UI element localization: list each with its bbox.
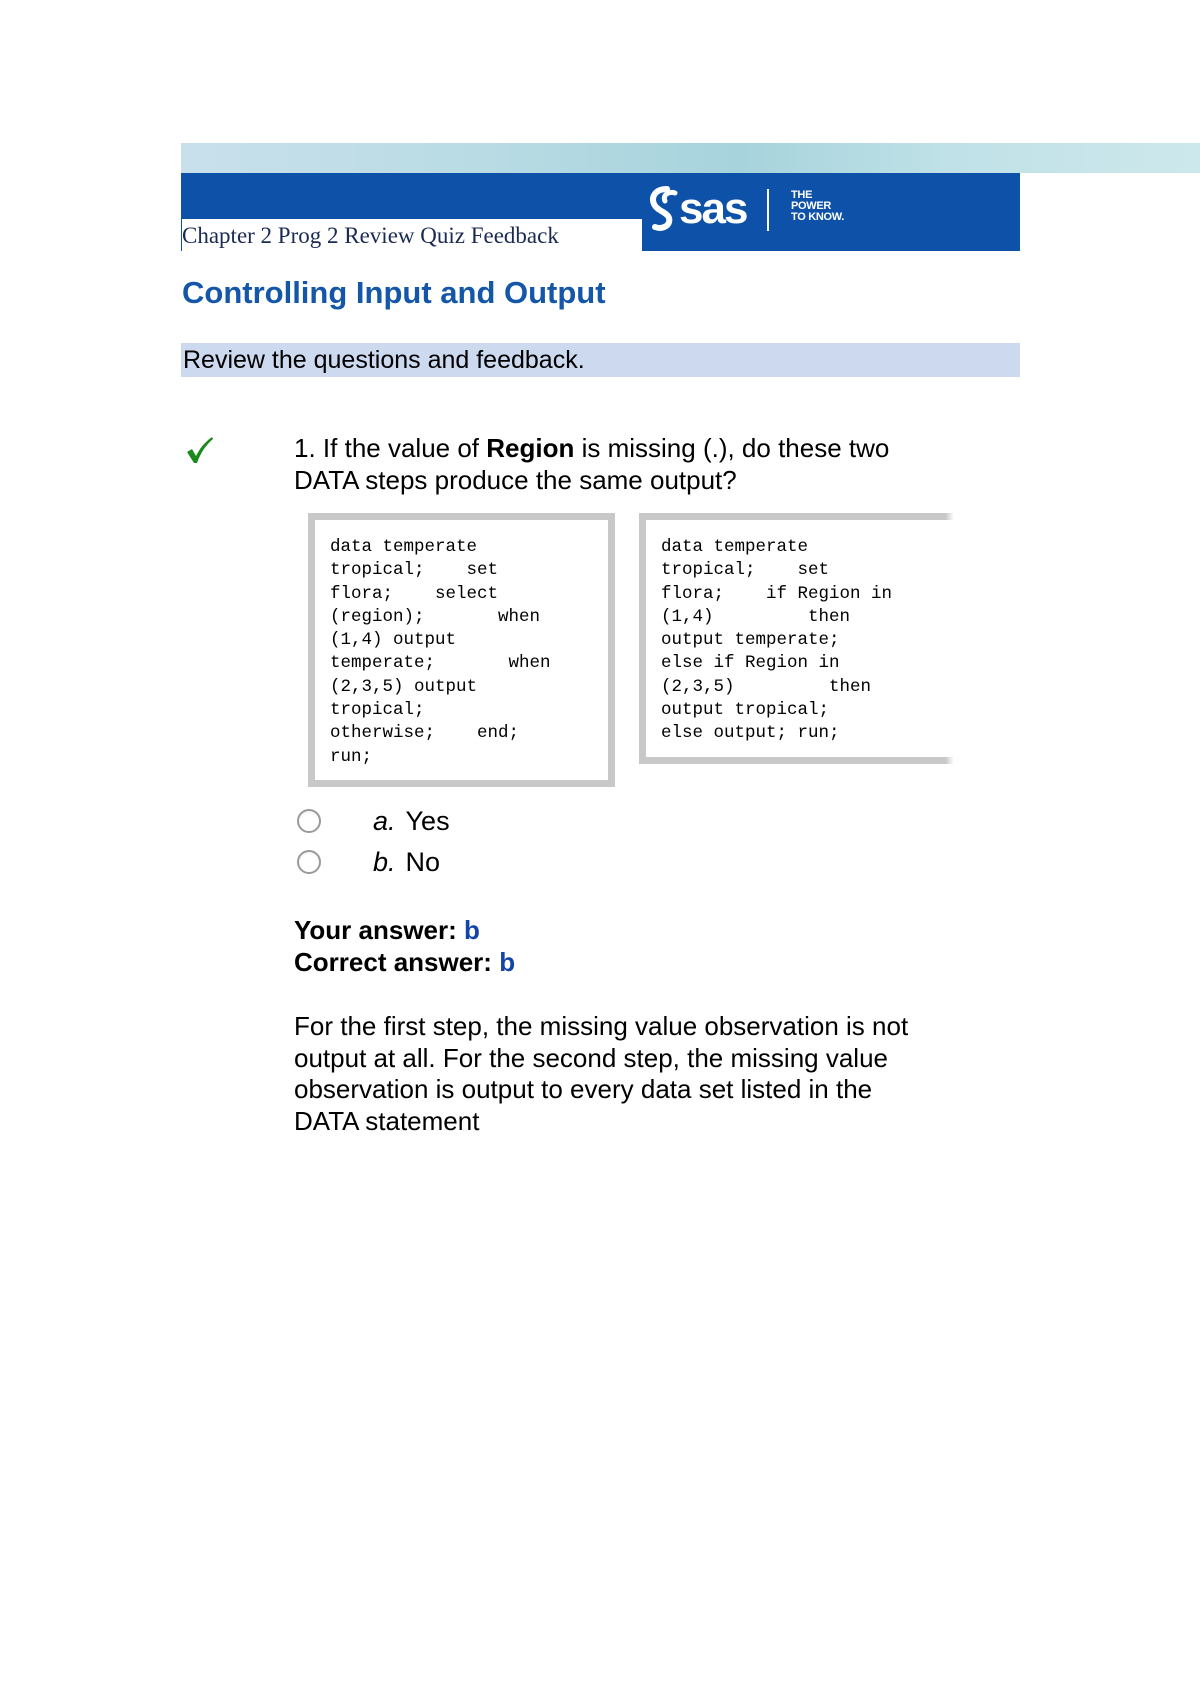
radio-button-b[interactable] xyxy=(297,850,321,874)
page-title: Controlling Input and Output xyxy=(182,275,606,310)
code-block-edge-top xyxy=(940,513,954,520)
your-answer-value: b xyxy=(464,915,480,945)
code-block-edge-bottom xyxy=(940,757,954,764)
code-block-select: data temperate tropical; set flora; select (region); when (1,4) output temperate; when (2,3,5) output tropical; otherwise; end; run; xyxy=(308,513,615,787)
your-answer-label: Your answer: xyxy=(294,915,457,945)
code-block-edge xyxy=(940,513,954,764)
option-letter: b. xyxy=(373,846,396,877)
logo-tagline-line: THE xyxy=(791,189,813,201)
option-letter: a. xyxy=(373,805,396,836)
option-label: No xyxy=(405,846,441,877)
logo-tagline xyxy=(791,190,844,223)
sas-logo xyxy=(645,183,885,238)
answer-option-b[interactable] xyxy=(297,845,440,879)
feedback-text: For the first step, the missing value observation is not output at all. For the second step, the missing value observation is output to every data set listed in the DATA statement xyxy=(294,1011,909,1136)
answer-summary xyxy=(294,914,515,978)
header-title: Chapter 2 Prog 2 Review Quiz Feedback xyxy=(182,219,642,253)
correct-answer-label: Correct answer: xyxy=(294,947,492,977)
question-text xyxy=(294,432,914,496)
code-block-if-then: data temperate tropical; set flora; if Region in (1,4) then output temperate; else if Region in (2,3,5) then output tropical; else output; run; xyxy=(639,513,953,764)
option-label: Yes xyxy=(405,805,450,836)
question-emphasis: Region xyxy=(486,433,575,463)
logo-tagline-line: TO KNOW. xyxy=(791,211,845,223)
logo-divider xyxy=(767,189,769,231)
correct-answer-value: b xyxy=(499,947,516,977)
your-answer xyxy=(294,914,515,946)
sas-logo-icon xyxy=(645,183,775,238)
logo-tagline-line: POWER xyxy=(791,200,832,212)
question-text-after: is missing (.), do these two DATA steps produce the same output? xyxy=(294,433,890,495)
question-number: 1. xyxy=(294,433,316,463)
checkmark-icon xyxy=(184,436,214,466)
svg-text:sas: sas xyxy=(679,184,747,233)
radio-button-a[interactable] xyxy=(297,809,321,833)
correct-answer xyxy=(294,946,515,978)
header-gradient-strip xyxy=(181,143,1200,173)
question-text-before: If the value of xyxy=(322,433,487,463)
instruction-text: Review the questions and feedback. xyxy=(183,346,585,374)
answer-option-a[interactable] xyxy=(297,804,450,838)
